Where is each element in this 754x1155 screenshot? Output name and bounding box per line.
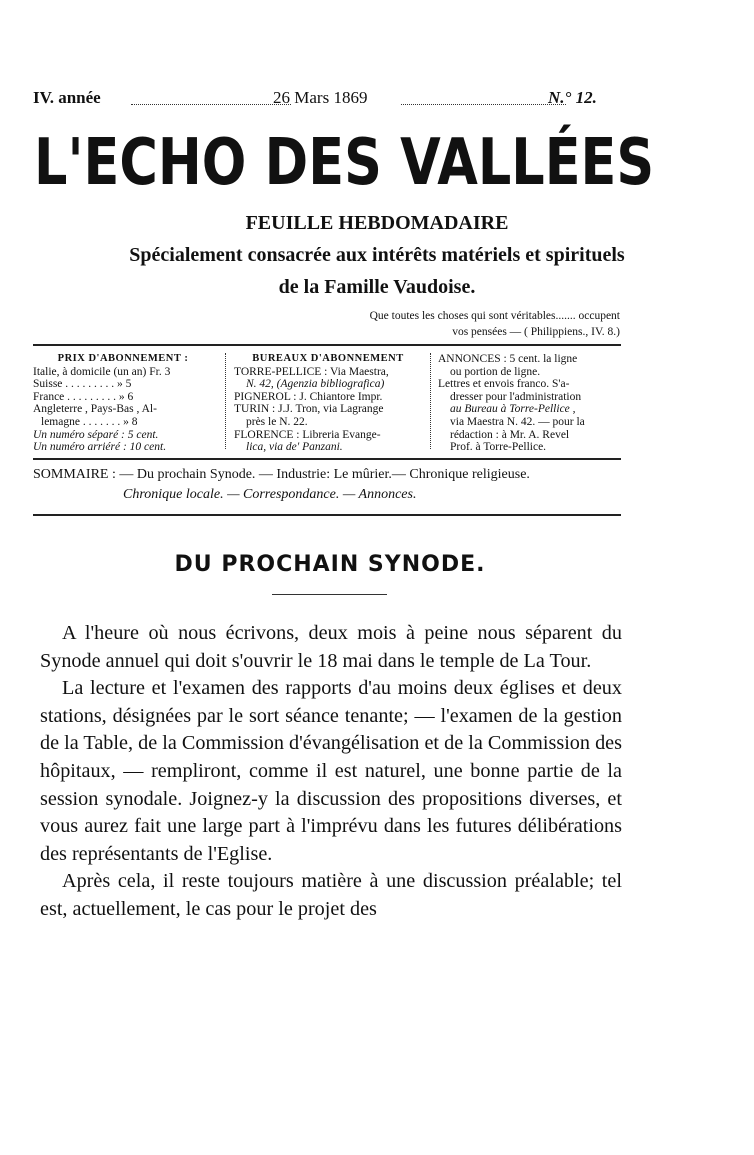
dotted-leader: [131, 104, 291, 105]
title-underline: [272, 594, 387, 595]
subtitle-line-2: Spécialement consacrée aux intérêts matériels et spirituels: [129, 244, 625, 266]
dotted-leader: [401, 104, 566, 105]
office-line: près le N. 22.: [246, 415, 308, 428]
offices-heading: BUREAUX D'ABONNEMENT: [252, 353, 404, 364]
office-line: lica, via de' Panzani.: [246, 441, 343, 454]
divider: [33, 514, 621, 516]
price-line: Suisse . . . . . . . . . » 5: [33, 378, 132, 391]
issue-number: N.° 12.: [548, 88, 597, 107]
annonce-line: Lettres et envois franco. S'a-: [438, 378, 570, 391]
price-line: lemagne . . . . . . . » 8: [41, 415, 138, 428]
price-line: Un numéro séparé : 5 cent.: [33, 428, 159, 441]
paragraph: La lecture et l'examen des rapports d'au moins deux églises et deux stations, désignées par le sort séance tenante; — l'examen de la gestion de la Table, de la Commission d'évangélisation et de la Commission des hôpitaux, — rempliront, comme il est naturel, une bonne partie de la session synodale. Joignez-y la discussion des propositions diverses, et vous aurez fait une large part à l'imprévu dans les futures délibérations des représentants de l'Eglise.: [40, 677, 622, 865]
column-separator: [430, 353, 431, 449]
masthead-title: L'ECHO DES VALLÉES: [34, 126, 655, 200]
annonce-line: ou portion de ligne.: [450, 365, 541, 378]
office-line: N. 42, (Agenzia bibliografica): [246, 378, 385, 391]
paragraph: A l'heure où nous écrivons, deux mois à peine nous séparent du Synode annuel qui doit s'ouvrir le 18 mai dans le temple de La Tour.: [40, 622, 622, 672]
price-line: Un numéro arriéré : 10 cent.: [33, 441, 167, 454]
price-line: Italie, à domicile (un an) Fr. 3: [33, 365, 171, 378]
annonce-line: Prof. à Torre-Pellice.: [450, 441, 547, 454]
prices-heading: PRIX D'ABONNEMENT :: [57, 353, 189, 364]
subtitle-line-3: de la Famille Vaudoise.: [278, 276, 476, 298]
subscription-offices: [234, 353, 422, 454]
table-of-contents: [33, 465, 633, 505]
office-line: FLORENCE : Libreria Evange-: [234, 428, 381, 441]
article-title: DU PROCHAIN SYNODE.: [174, 552, 486, 577]
annonce-line: ANNONCES : 5 cent. la ligne: [438, 353, 578, 365]
epigraph: [270, 308, 620, 340]
sommaire-line-2: Chronique locale. — Correspondance. — Annonces.: [123, 487, 417, 502]
office-line: TURIN : J.J. Tron, via Lagrange: [234, 403, 384, 416]
advertising-info: [438, 353, 626, 454]
subtitle-line-1: FEUILLE HEBDOMADAIRE: [245, 212, 509, 234]
office-line: PIGNEROL : J. Chiantore Impr.: [234, 390, 383, 403]
article-body: [40, 620, 622, 924]
epigraph-line-2: vos pensées — ( Philippiens., IV. 8.): [452, 326, 620, 338]
divider: [33, 344, 621, 346]
paragraph: Après cela, il reste toujours matière à une discussion préalable; tel est, actuellement, le cas pour le projet des: [40, 870, 622, 920]
sommaire-line-1: SOMMAIRE : — Du prochain Synode. — Industrie: Le mûrier.— Chronique religieuse.: [33, 467, 530, 482]
year-label: IV. année: [33, 88, 101, 107]
price-line: Angleterre , Pays-Bas , Al-: [33, 403, 157, 416]
issue-date: 26 Mars 1869: [273, 88, 368, 107]
annonce-line: au Bureau à Torre-Pellice ,: [450, 403, 576, 416]
annonce-line: rédaction : à Mr. A. Revel: [450, 428, 570, 441]
annonce-line: via Maestra N. 42. — pour la: [450, 415, 585, 428]
column-separator: [225, 353, 226, 449]
divider: [33, 458, 621, 460]
issue-line: [33, 88, 723, 112]
office-line: TORRE-PELLICE : Via Maestra,: [234, 365, 389, 378]
epigraph-line-1: Que toutes les choses qui sont véritables....... occupent: [369, 310, 620, 322]
price-line: France . . . . . . . . . » 6: [33, 390, 134, 403]
subscription-prices: [33, 353, 213, 454]
annonce-line: dresser pour l'administration: [450, 390, 582, 403]
